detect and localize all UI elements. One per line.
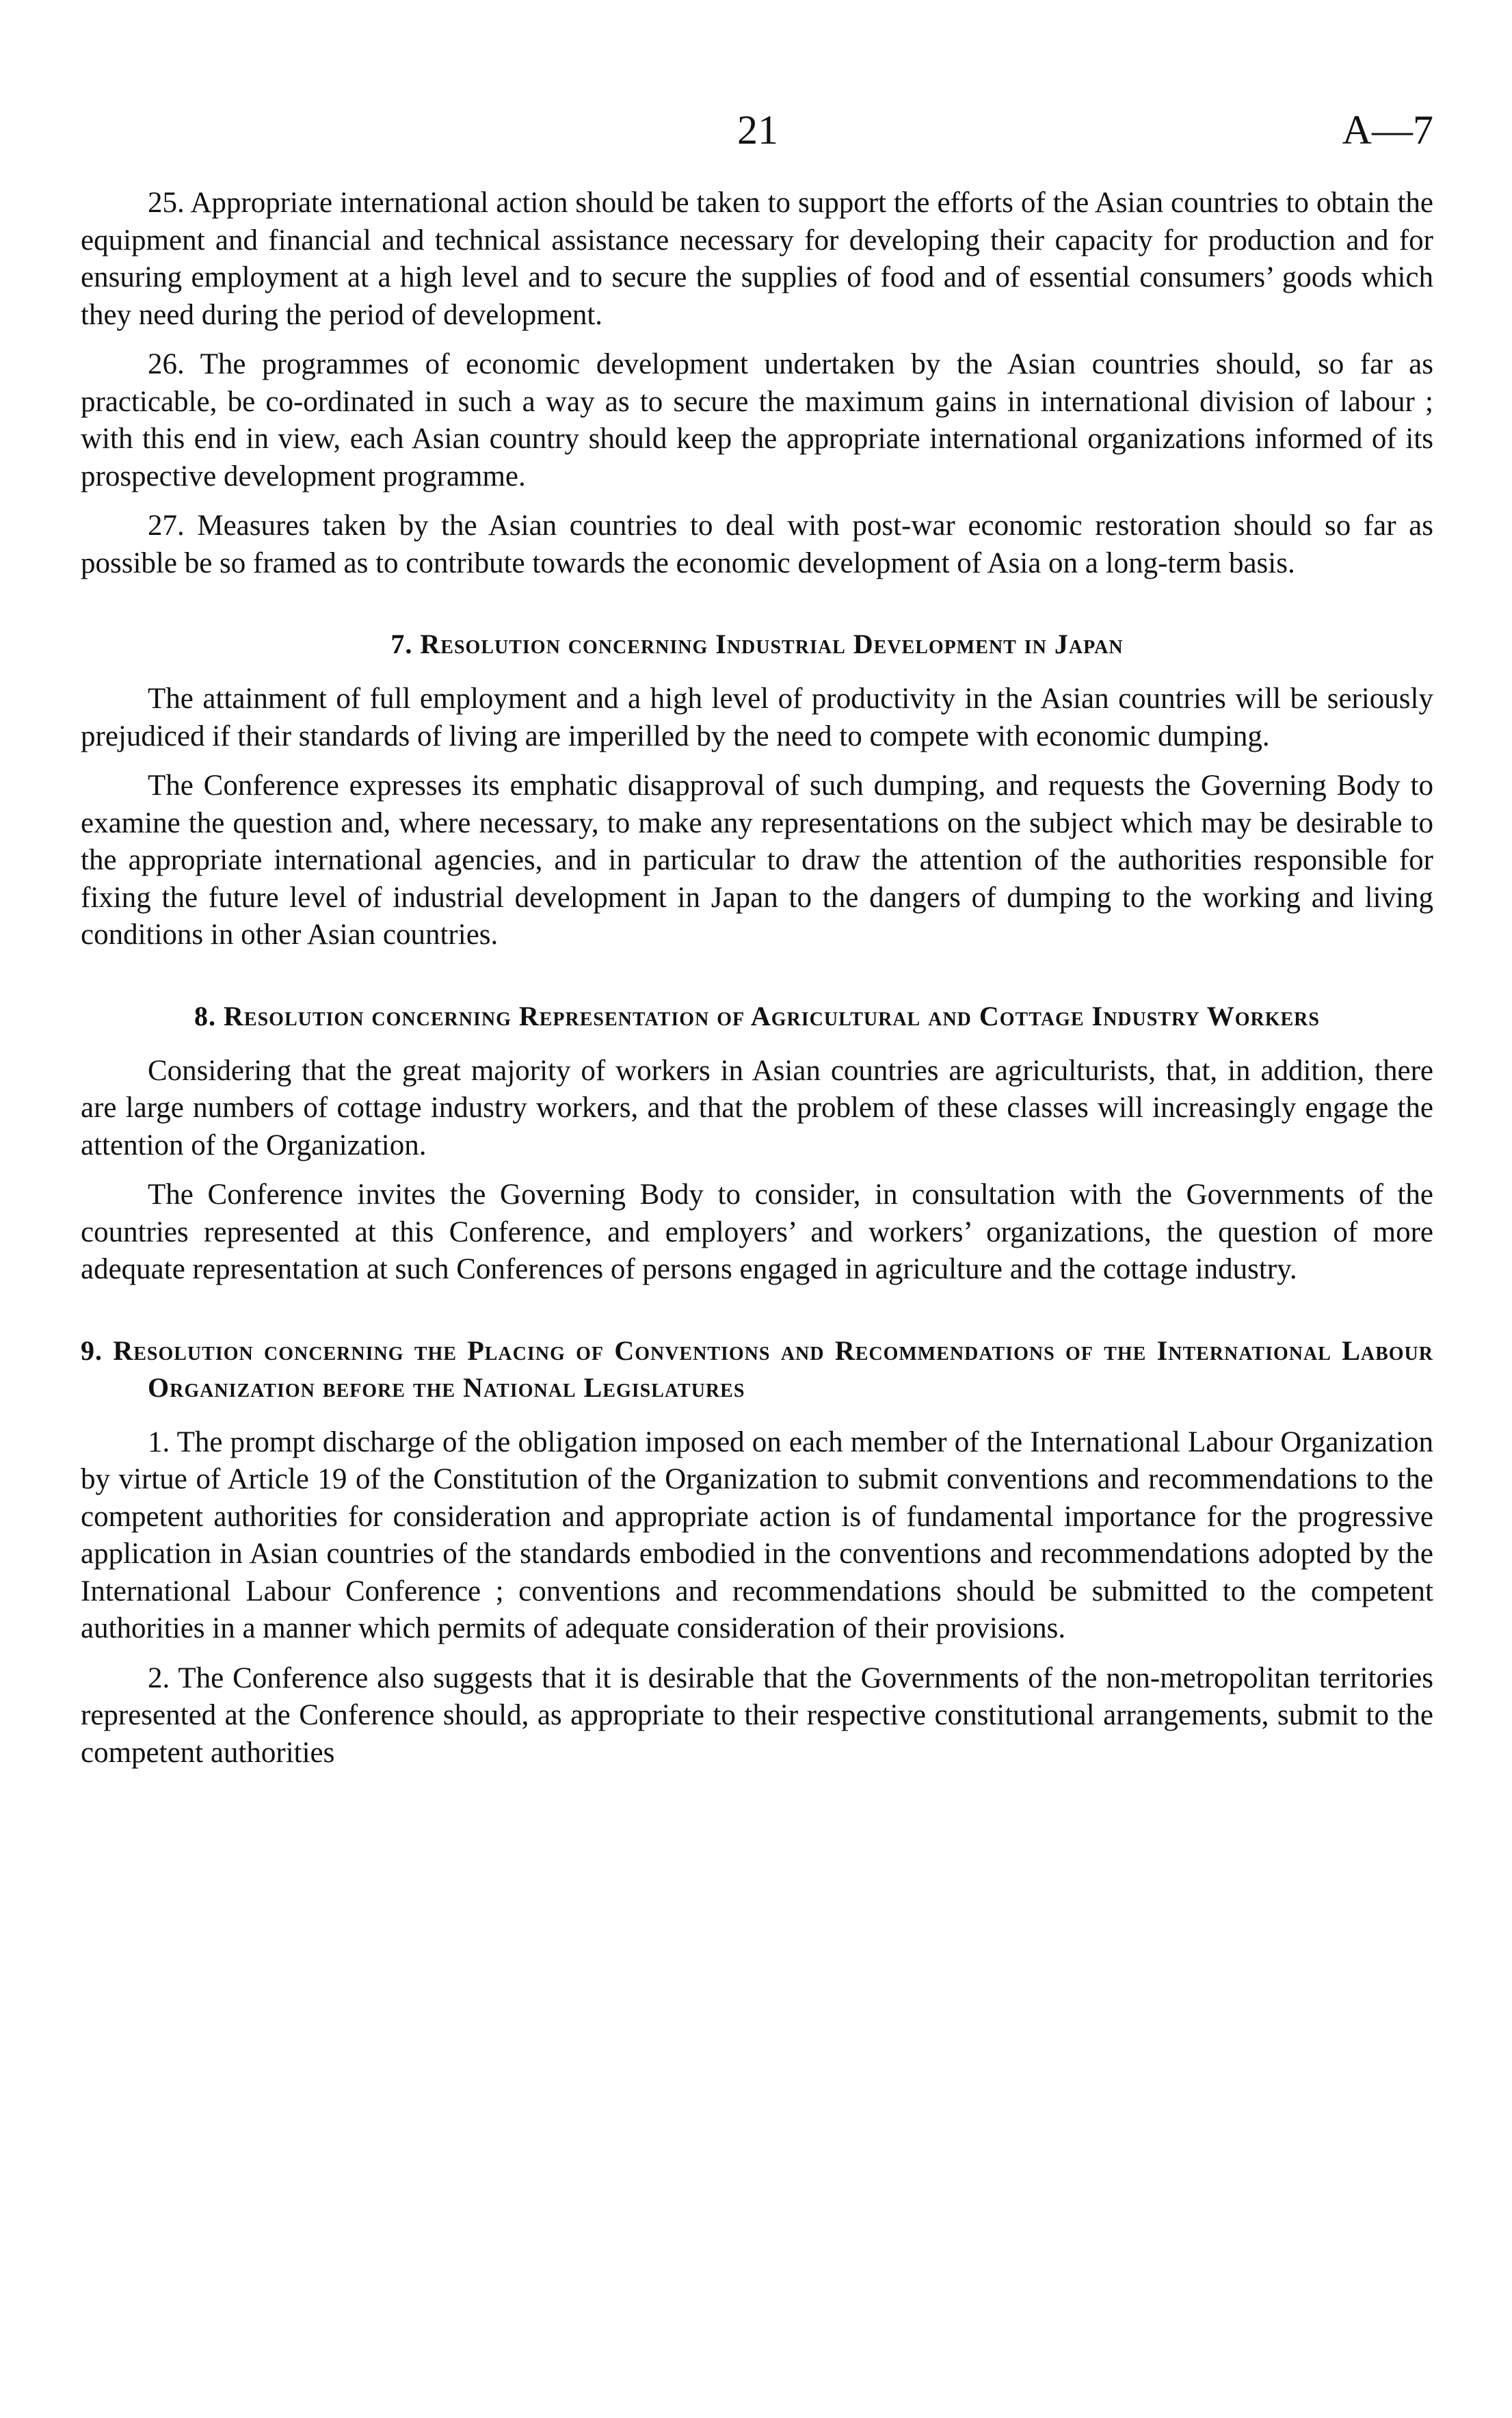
page-number: 21 [737,107,778,153]
page-header [81,103,1433,157]
document-reference: A—7 [1342,107,1433,153]
resolution-9-paragraph-2: 2. The Conference also suggests that it is desirable that the Governments of the non-metropolitan territories represented at the Conference should, as appropriate to their respective constitutional arrangements, submit to the competent authorities [81,1661,1433,1769]
paragraph-27: 27. Measures taken by the Asian countries to deal with post-war economic restoration should so far as possible be so framed as to contribute towards the economic development of Asia on a long-term basis. [81,510,1433,579]
heading-resolution-9: 9. Resolution concerning the Placing of Conventions and Recommendations of the International Labour Organization before the National Legislatures [81,1335,1433,1403]
document-page [81,103,1433,1784]
resolution-7-paragraph-2: The Conference expresses its emphatic disapproval of such dumping, and requests the Governing Body to examine the question and, where necessary, to make any representations on the subject which may be desirable to the appropriate international agencies, and in particular to draw the attention of the authorities responsible for fixing the future level of industrial development in Japan to the dangers of dumping to the working and living conditions in other Asian countries. [81,770,1433,951]
resolution-8-paragraph-1: Considering that the great majority of workers in Asian countries are agriculturists, that, in addition, there are large numbers of cottage industry workers, and that the problem of these classes will increasingly engage the attention of the Organization. [81,1054,1433,1161]
heading-resolution-7: 7. Resolution concerning Industrial Development in Japan [390,629,1124,659]
resolution-9-paragraph-1: 1. The prompt discharge of the obligation imposed on each member of the International Labour Organization by virtue of Article 19 of the Constitution of the Organization to submit conventions and recommendations to the competent authorities for consideration and appropriate action is of fundamental importance for the progressive application in Asian countries of the standards embodied in the conventions and recommendations adopted by the International Labour Conference ; conventions and recommendations should be submitted to the competent authorities in a manner which permits of adequate consideration of their provisions. [81,1425,1433,1644]
resolution-8-paragraph-2: The Conference invites the Governing Body to consider, in consultation with the Governments of the countries represented at this Conference, and employers’ and workers’ organizations, the question of more adequate representation at such Conferences of persons engaged in agriculture and the cottage industry. [81,1179,1433,1285]
heading-resolution-8: 8. Resolution concerning Representation of Agricultural and Cottage Industry Workers [194,1000,1320,1031]
paragraph-26: 26. The programmes of economic development undertaken by the Asian countries should, so far as practicable, be co-ordinated in such a way as to secure the maximum gains in international division of labour ; with this end in view, each Asian country should keep the appropriate international organizations informed of its prospective development programme. [81,348,1433,492]
resolution-7-paragraph-1: The attainment of full employment and a high level of productivity in the Asian countries will be seriously prejudiced if their standards of living are imperilled by the need to compete with economic dumping. [81,683,1433,752]
paragraph-25: 25. Appropriate international action should be taken to support the efforts of the Asian countries to obtain the equipment and financial and technical assistance necessary for developing their capacity for production and for ensuring employment at a high level and to secure the supplies of food and of essential consumers’ goods which they need during the period of development. [81,187,1433,331]
